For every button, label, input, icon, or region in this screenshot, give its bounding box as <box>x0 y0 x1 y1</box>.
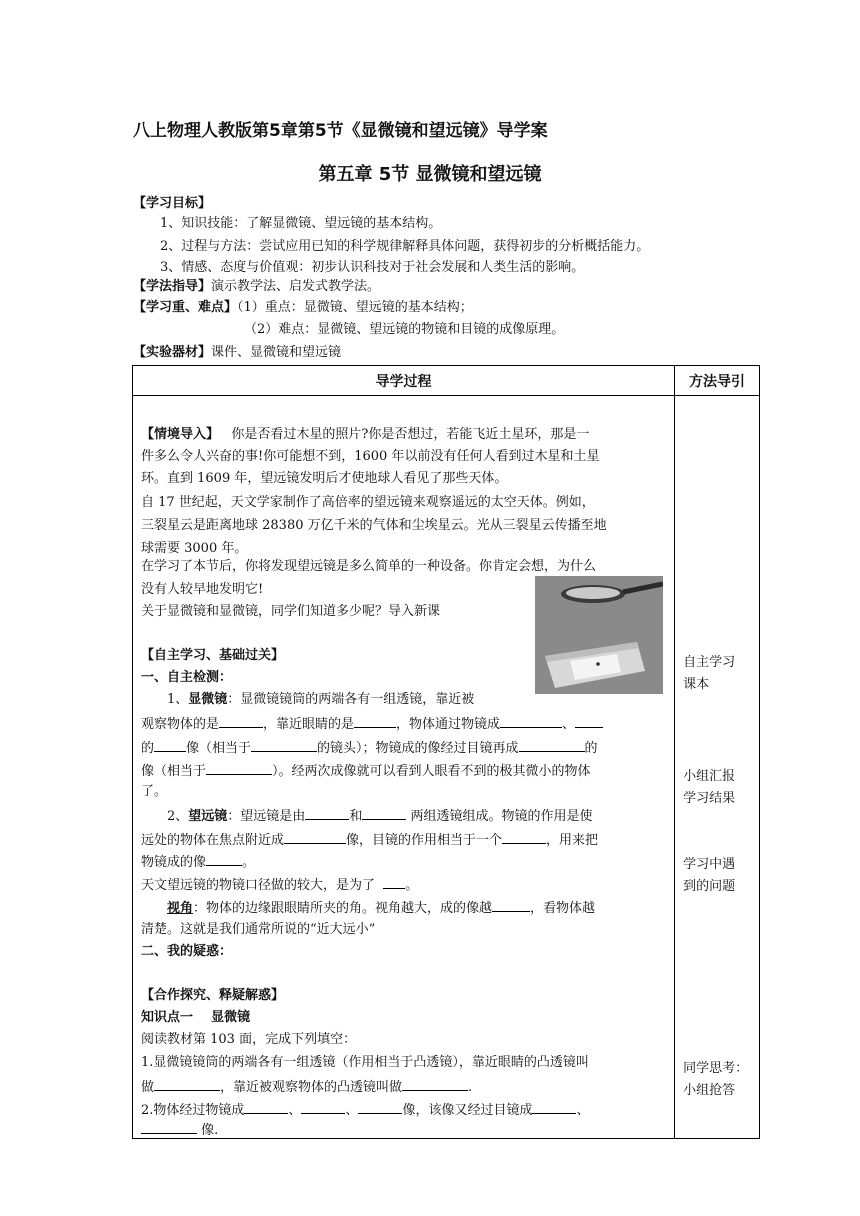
blank[interactable] <box>154 1076 220 1091</box>
question-2-l1-a: 2.物体经过物镜成 <box>141 1103 245 1118</box>
microscope-number: 1、 <box>167 692 189 707</box>
blank[interactable] <box>284 829 346 844</box>
method-guidance <box>133 277 380 296</box>
question-1-l2-c: . <box>468 1080 473 1095</box>
intro-line-3: 环。直到 1609 年，望远镜发明后才使地球人看见了那些天体。 <box>141 471 508 486</box>
process-cell <box>133 396 675 1139</box>
question-1-line-1: 1.显微镜镜筒的两端各有一组透镜（作用相当于凸透镜），靠近眼睛的凸透镜叫 <box>141 1055 589 1070</box>
note-textbook: 课本 <box>683 677 710 692</box>
telescope-l3-b: 。 <box>242 855 256 870</box>
microscope-l4-a: 像（相当于 <box>141 764 207 779</box>
question-2-l1-b: 像，该像又经过目镜成 <box>402 1103 533 1118</box>
header-process: 导学过程 <box>133 366 675 396</box>
blank[interactable] <box>206 851 242 866</box>
key-points-label: 【学习重、难点】 <box>133 300 238 315</box>
equipment-label: 【实验器材】 <box>133 345 212 360</box>
microscope-label: 显微镜 <box>188 692 228 707</box>
telescope-l1-c: 两组透镜组成。物镜的作用是使 <box>410 809 593 824</box>
blank[interactable] <box>575 713 603 728</box>
para2-line-2: 三裂星云是距离地球 28380 万亿千米的气体和尘埃星云。光从三裂星云传播至地 <box>141 518 607 533</box>
question-2-sep: 、 <box>345 1103 359 1118</box>
blank[interactable] <box>492 897 530 912</box>
knowledge-point-1-topic: 显微镜 <box>211 1010 251 1025</box>
objective-1: 1、知识技能：了解显微镜、望远镜的基本结构。 <box>160 216 442 231</box>
para3-line-2: 没有人较早地发明它! <box>141 582 264 597</box>
blank[interactable] <box>154 737 186 752</box>
para2-line-1: 自 17 世纪起，天文学家制作了高倍率的望远镜来观察遥远的太空天体。例如， <box>141 495 595 510</box>
microscope-l4-b: ）。经两次成像就可以看到人眼看不到的极其微小的物体 <box>272 764 591 779</box>
note-problems: 学习中遇 <box>683 857 736 872</box>
telescope-l1-b: 和 <box>349 809 363 824</box>
key-points <box>133 298 473 317</box>
objectives-heading: 【学习目标】 <box>133 196 212 211</box>
microscope-l3-d: 的 <box>584 741 598 756</box>
blank[interactable] <box>305 805 349 820</box>
para3-line-3: 关于显微镜和显微镜，同学们知道多少呢？导入新课 <box>141 604 441 619</box>
para2-line-3: 球需要 3000 年。 <box>141 541 248 556</box>
microscope-l3-b: 像（相当于 <box>186 741 252 756</box>
note-problems-2: 到的问题 <box>683 879 736 894</box>
blank[interactable] <box>219 713 263 728</box>
blank[interactable] <box>251 737 317 752</box>
objective-2: 2、过程与方法：尝试应用已知的科学规律解释具体问题，获得初步的分析概括能力。 <box>160 239 650 254</box>
microscope-l3-a: 的 <box>141 741 155 756</box>
intro-line-2: 件多么令人兴奋的事!你可能想不到，1600 年以前没有任何人看到过木星和土星 <box>141 449 600 464</box>
cooperation-heading: 【合作探究、释疑解惑】 <box>141 988 285 1003</box>
key-points-line2: （2）难点：显微镜、望远镜的物镜和目镜的成像原理。 <box>244 322 565 337</box>
blank[interactable] <box>502 829 546 844</box>
blank[interactable] <box>301 1099 345 1114</box>
objective-3: 3、情感、态度与价值观：初步认识科技对于社会发展和人类生活的影响。 <box>160 260 585 275</box>
note-study-results: 学习结果 <box>683 791 736 806</box>
reading-instruction: 阅读教材第 103 面，完成下列填空： <box>141 1032 357 1047</box>
aperture-b: 。 <box>405 878 419 893</box>
microscope-l2-b: ，靠近眼睛的是 <box>263 717 355 732</box>
telescope-l2-c: ，用来把 <box>546 833 599 848</box>
microscope-line-5: 了。 <box>141 784 168 799</box>
note-think: 同学思考： <box>683 1061 749 1076</box>
intro-line-1: 你是否看过木星的照片?你是否想过，若能飞近土星环，那是一 <box>231 427 590 442</box>
doubts-heading: 二、我的疑惑： <box>141 944 233 959</box>
note-self-study: 自主学习 <box>683 655 736 670</box>
question-1-l2-a: 做 <box>141 1080 155 1095</box>
question-2-line-2: 像. <box>201 1123 219 1138</box>
document-title: 八上物理人教版第5章第5节《显微镜和望远镜》导学案 <box>133 121 548 141</box>
blank[interactable] <box>532 1099 576 1114</box>
blank[interactable] <box>141 1119 197 1134</box>
header-method: 方法导引 <box>675 366 760 396</box>
telescope-l3-a: 物镜成的像 <box>141 855 207 870</box>
method-cell <box>675 396 760 1139</box>
blank[interactable] <box>354 713 396 728</box>
knowledge-point-1: 知识点一 <box>141 1010 194 1025</box>
aperture-a: 天文望远镜的物镜口径做的较大，是为了 <box>141 878 376 893</box>
blank[interactable] <box>500 713 562 728</box>
question-1-l2-b: ，靠近被观察物体的凸透镜叫做 <box>220 1080 403 1095</box>
visual-angle-l1-a: ：物体的边缘跟眼睛所夹的角。视角越大，成的像越 <box>193 901 493 916</box>
guidance-table <box>132 365 760 1139</box>
chapter-title: 第五章 5节 显微镜和望远镜 <box>318 164 542 185</box>
equipment-text: 课件、显微镜和望远镜 <box>211 345 342 360</box>
microscope-l2-c: ，物体通过物镜成 <box>396 717 501 732</box>
question-2-sep: 、 <box>576 1103 590 1118</box>
telescope-l2-a: 远处的物体在焦点附近成 <box>141 833 285 848</box>
question-2-sep: 、 <box>288 1103 302 1118</box>
self-check-heading: 一、自主检测： <box>141 670 233 685</box>
telescope-l1-a: ：望远镜是由 <box>227 809 306 824</box>
equipment <box>133 343 341 362</box>
blank[interactable] <box>402 1076 468 1091</box>
microscope-l2-d: 、 <box>562 717 576 732</box>
visual-angle-label: 视角 <box>167 901 194 916</box>
blank[interactable] <box>362 805 406 820</box>
telescope-l2-b: 像，目镜的作用相当于一个 <box>346 833 503 848</box>
microscope-l2-a: 观察物体的是 <box>141 717 220 732</box>
blank[interactable] <box>519 737 585 752</box>
visual-angle-line-2: 清楚。这就是我们通常所说的“近大远小” <box>141 922 376 937</box>
telescope-label: 望远镜 <box>188 809 228 824</box>
microscope-line-1: ：显微镜镜筒的两端各有一组透镜，靠近被 <box>227 692 475 707</box>
microscope-l3-c: 的镜头）；物镜成的像经过目镜再成 <box>317 741 519 756</box>
para3-line-1: 在学习了本节后，你将发现望远镜是多么简单的一种设备。你肯定会想，为什么 <box>141 559 597 574</box>
intro-label: 【情境导入】 <box>141 427 220 442</box>
method-text: 演示教学法、启发式教学法。 <box>211 279 381 294</box>
visual-angle-l1-b: ，看物体越 <box>530 901 596 916</box>
blank[interactable] <box>383 874 405 889</box>
note-quick-answer: 小组抢答 <box>683 1083 736 1098</box>
telescope-number: 2、 <box>167 809 189 824</box>
self-study-heading: 【自主学习、基础过关】 <box>141 648 285 663</box>
method-label: 【学法指导】 <box>133 279 212 294</box>
blank[interactable] <box>206 760 272 775</box>
blank[interactable] <box>244 1099 288 1114</box>
key-points-line1: （1）重点：显微镜、望远镜的基本结构； <box>237 300 473 315</box>
blank[interactable] <box>358 1099 402 1114</box>
note-group-report: 小组汇报 <box>683 769 736 784</box>
